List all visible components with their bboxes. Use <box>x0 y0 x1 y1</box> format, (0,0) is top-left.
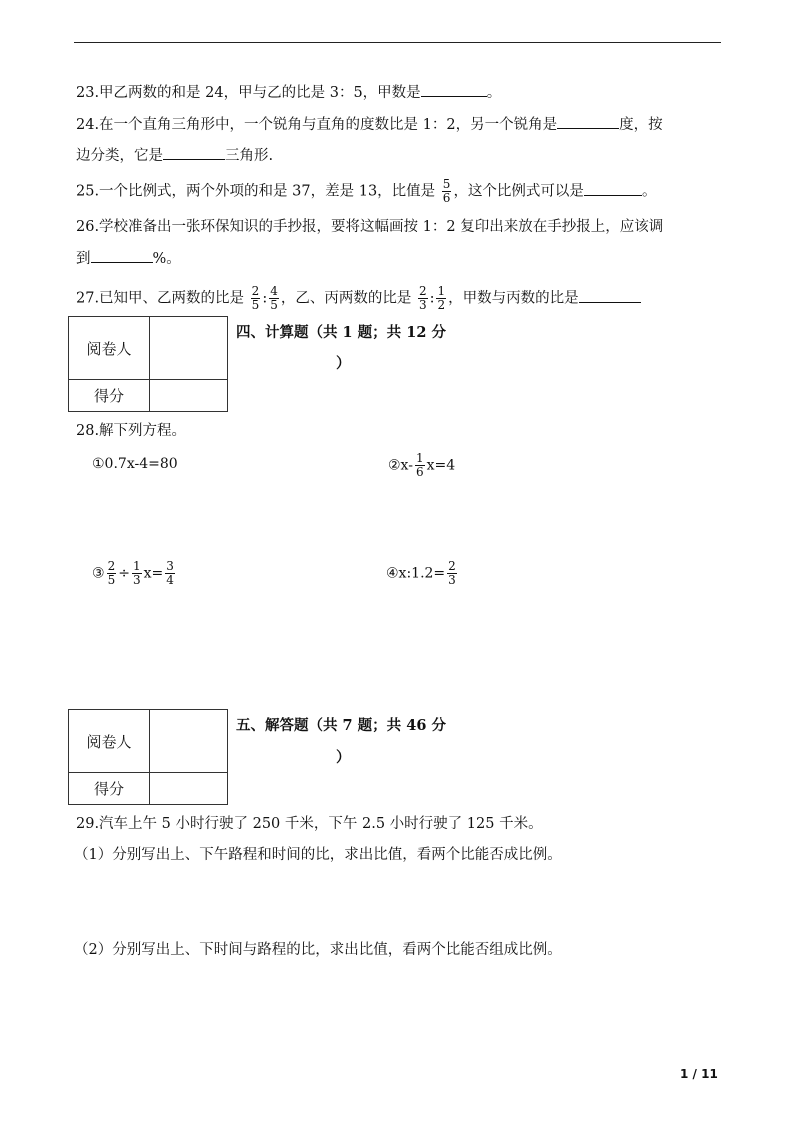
question-27: 27.已知甲、乙两数的比是 $\frac{2}{5}$ : $\frac{4}{5}$ ，乙、丙两数的比是 $\frac{2}{3}$ : $\frac{1}{2}$ ，甲数与丙数的比是 <box>76 285 641 312</box>
q25-after: ，这个比例式可以是 <box>453 183 584 200</box>
page-number: 1 / 11 <box>680 1067 718 1081</box>
fraction: $\frac{1}{2}$ <box>437 284 446 312</box>
fraction: $\frac{2}{3}$ <box>418 284 427 312</box>
score-label: 得分 <box>69 773 150 805</box>
answer-blank[interactable] <box>91 248 153 263</box>
reviewer-label: 阅卷人 <box>69 710 150 773</box>
fraction: $\frac{2}{5}$ <box>107 559 116 587</box>
equation-4: ④x:1.2= $\frac{2}{3}$ <box>386 559 456 587</box>
answer-blank[interactable] <box>584 181 642 196</box>
question-26 <box>76 217 663 237</box>
answer-blank[interactable] <box>557 114 619 129</box>
answer-blank[interactable] <box>579 288 641 303</box>
q26-line2-start: 到 <box>76 251 91 267</box>
question-24 <box>76 114 663 135</box>
q25-text: 25.一个比例式，两个外项的和是 37，差是 13，比值是 <box>76 183 436 200</box>
question-26-line2 <box>76 248 181 269</box>
question-29-part-2: （2）分别写出上、下时间与路程的比，求出比值，看两个比能否组成比例。 <box>74 942 562 958</box>
q23-end: 。 <box>486 85 502 101</box>
section-4-title: 四、计算题（共 1 题；共 12 分 <box>236 324 446 341</box>
answer-blank[interactable] <box>163 145 225 160</box>
section-5-title: 五、解答题（共 7 题；共 46 分 <box>236 717 446 734</box>
question-25 <box>76 178 656 205</box>
reviewer-cell[interactable] <box>150 710 228 773</box>
q27-text: 27.已知甲、乙两数的比是 <box>76 290 245 307</box>
score-table <box>68 316 228 412</box>
q26-text: 26.学校准备出一张环保知识的手抄报，要将这幅画按 1：2 复印出来放在手抄报上，应该调 <box>76 219 664 235</box>
fraction: $\frac{1}{6}$ <box>415 451 424 479</box>
fraction: $\frac{3}{4}$ <box>166 559 174 587</box>
reviewer-cell[interactable] <box>150 317 228 380</box>
equation-1: ①0.7x-4=80 <box>92 456 178 472</box>
q24-line2-start: 边分类，它是 <box>76 148 163 164</box>
q24-line2-end: 三角形. <box>225 148 274 164</box>
question-23 <box>76 82 501 103</box>
question-29: 29.汽车上午 5 小时行驶了 250 千米，下午 2.5 小时行驶了 125 千米。 <box>76 816 543 832</box>
fraction: $\frac{4}{5}$ <box>270 284 278 312</box>
score-table <box>68 709 228 805</box>
section-5-close: ） <box>336 749 351 766</box>
q25-end: 。 <box>641 183 657 200</box>
equation-2: ②x- $\frac{1}{6}$ x=4 <box>388 451 456 479</box>
score-cell[interactable] <box>150 380 228 412</box>
score-cell[interactable] <box>150 773 228 805</box>
fraction: $\frac{2}{3}$ <box>448 559 456 587</box>
answer-blank[interactable] <box>421 82 487 97</box>
q27-middle: ，乙、丙两数的比是 <box>280 290 412 307</box>
q23-text: 23.甲乙两数的和是 24，甲与乙的比是 3：5，甲数是 <box>76 85 421 101</box>
equation-3: ③ $\frac{2}{5}$ ÷ $\frac{1}{3}$ x= $\frac{3}{4}$ <box>92 559 174 587</box>
question-28: 28.解下列方程。 <box>76 423 187 439</box>
question-24-line2 <box>76 145 273 166</box>
q24-text: 24.在一个直角三角形中，一个锐角与直角的度数比是 1：2，另一个锐角是 <box>76 117 558 133</box>
fraction: $\frac{5}{6}$ <box>442 177 451 205</box>
q26-line2-end: %。 <box>152 251 181 267</box>
fraction: $\frac{2}{5}$ <box>251 284 260 312</box>
question-29-part-1: （1）分别写出上、下午路程和时间的比，求出比值，看两个比能否成比例。 <box>74 847 562 863</box>
score-label: 得分 <box>69 380 150 412</box>
section-4-close: ） <box>336 355 351 372</box>
q27-after: ，甲数与丙数的比是 <box>448 290 579 307</box>
reviewer-label: 阅卷人 <box>69 317 150 380</box>
header-rule <box>74 42 721 43</box>
q24-mid: 度，按 <box>619 117 663 133</box>
fraction: $\frac{1}{3}$ <box>132 559 141 587</box>
